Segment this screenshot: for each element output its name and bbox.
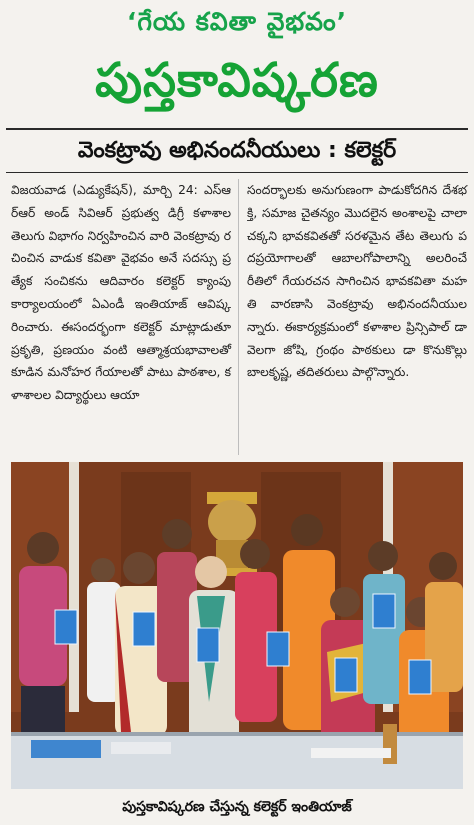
news-photo (11, 462, 463, 789)
article-subheadline: వెంకట్రావు అభినందనీయులు : కలెక్టర్ (77, 138, 397, 163)
column-divider (238, 179, 239, 455)
headline-rule (6, 128, 468, 130)
subheadline-rule (6, 172, 468, 173)
article-column-right: సందర్భాలకు అనుగుణంగా పాడుకోదగిన దేశభక్తి, సమాజ చైతన్యం మొదలైన అంశాలపై చాలా చక్కని భావకవితతో సరళమైన తేట తెలుగు పదప్రయోగాలతో ఆబాలగోపాలాన్ని అలరించే రీతిలో గేయరచన సాగించిన భావకవితా మహతి వారణాసి వెంకట్రావు అభినందనీయులన్నారు. ఈకార్యక్రమంలో కళాశాల ప్రిన్సిపాల్ డా వెలగా జోషి, గ్రంథం పాఠకులు డా కొనుకొల్లు బాలకృష్ణ, తదితరులు పాల్గొన్నారు. (247, 183, 467, 380)
article-column-left: విజయవాడ (ఎడ్యుకేషన్), మార్చి 24: ఎస్‌ఆర్‌ఆర్ అండ్ సివిఆర్ ప్రభుత్వ డిగ్రీ కళాశాల తెలుగు విభాగం నిర్వహించిన వారి వెంకట్రావు రచించిన వాడుక కవితా వైభవం అనే సదస్సు ప్రత్యేక సంచికను ఆదివారం కలెక్టర్ క్యాంపు కార్యాలయంలో ఏఎండీ ఇంతియాజ్ ఆవిష్కరించారు. ఈసందర్భంగా కలెక్టర్ మాట్లాడుతూ ప్రకృతి, ప్రణయం వంటి ఆత్మాశ్రయభావాలతో కూడిన మనోహర గేయాలతో పాటు పాఠశాల, కళాశాలల విద్యార్థులు ఆయా (11, 183, 231, 403)
article-headline: పుస్తకావిష్కరణ (95, 53, 379, 108)
article-kicker: ‘గేయ కవితా వైభవం’ (126, 7, 348, 36)
photo-caption: పుస్తకావిష్కరణ చేస్తున్న కలెక్టర్ ఇంతియాజ్ (122, 799, 352, 815)
